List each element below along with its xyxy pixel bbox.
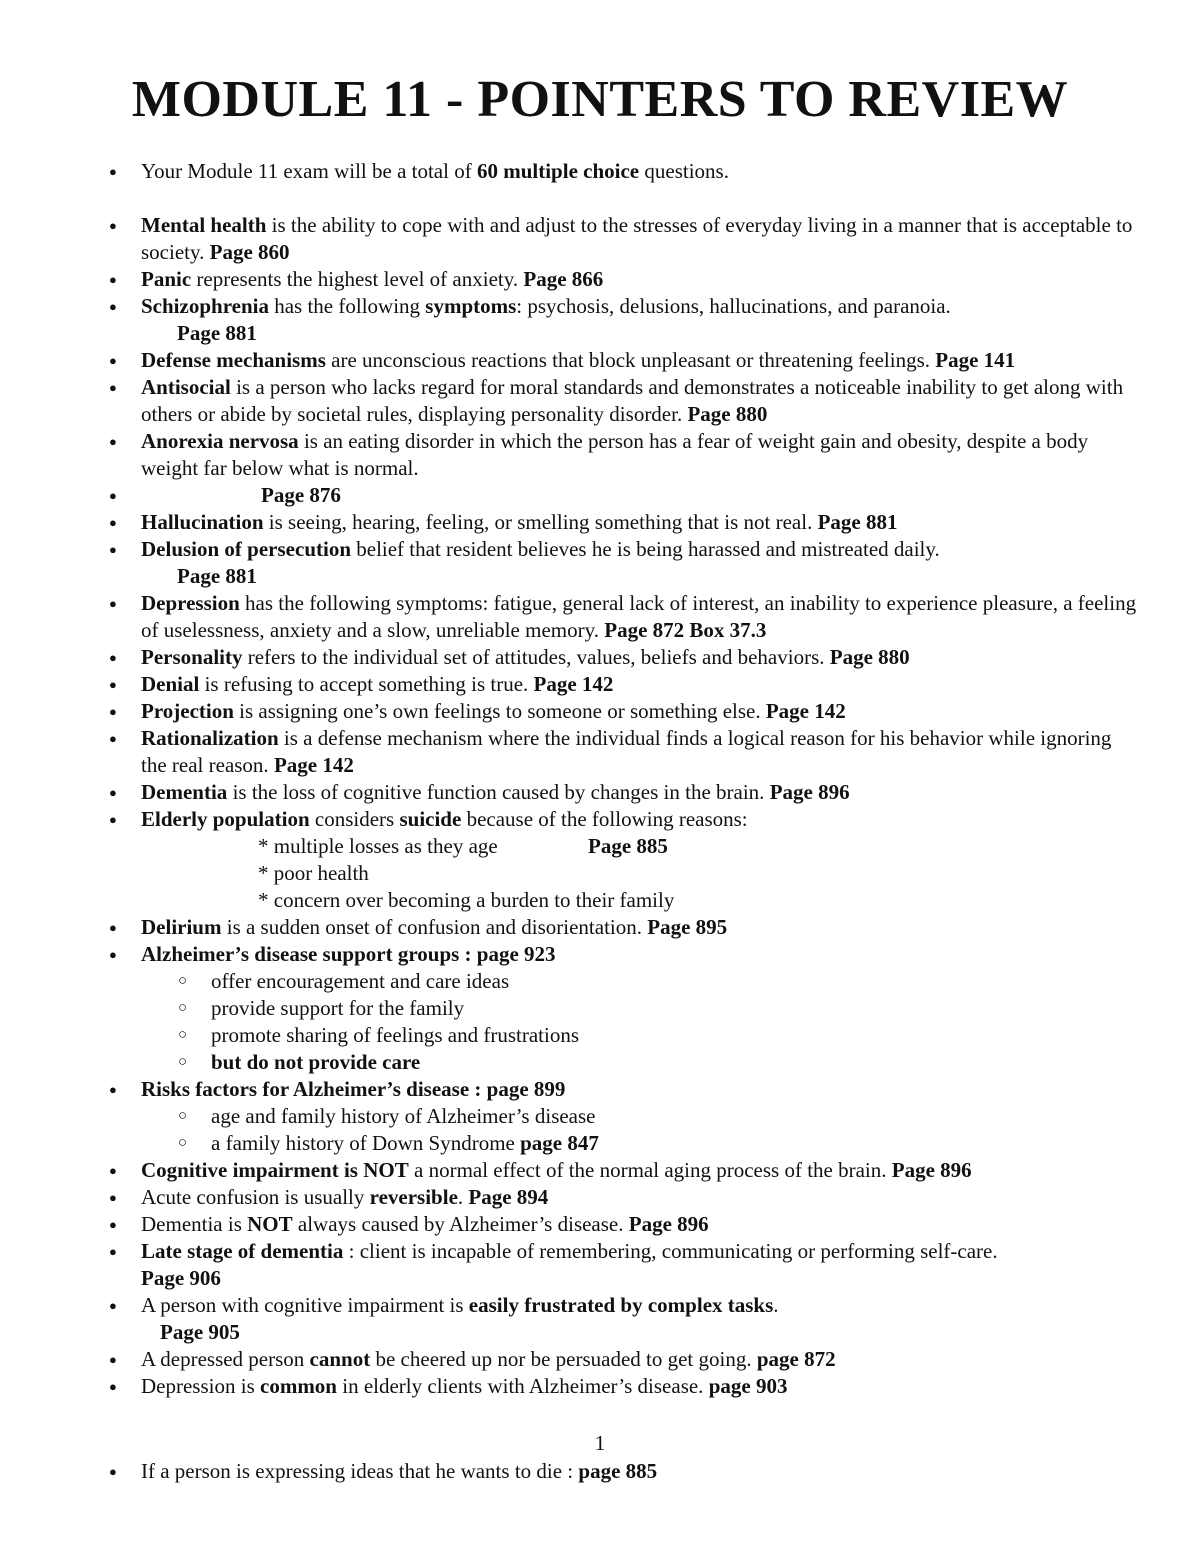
list-item-antisocial: ● Antisocial is a person who lacks regard for moral standards and demonstrates a noticeable inability to get along with others or abide by societal rules, displaying personality disorder. Page 880 [0,374,1200,428]
next-page-preview [0,1458,1200,1485]
list-item-rationalization: ● Rationalization is a defense mechanism where the individual finds a logical reason for his behavior while ignoring the real reason. Page 142 [0,725,1200,779]
list-item-anorexia: ● Anorexia nervosa is an eating disorder in which the person has a fear of weight gain and obesity, despite a body weight far below what is normal. [0,428,1200,482]
page-ref: Page 881 [177,564,257,588]
list-item-personality: ● Personality refers to the individual set of attitudes, values, beliefs and behaviors. Page 880 [0,644,1200,671]
list-item-schizophrenia: ● Schizophrenia has the following symptoms: psychosis, delusions, hallucinations, and paranoia. [0,293,1200,320]
list-item-cognitive: ● Cognitive impairment is NOT a normal effect of the normal aging process of the brain. Page 896 [0,1157,1200,1184]
list-item-common: ● Depression is common in elderly clients with Alzheimer’s disease. page 903 [0,1373,1200,1400]
sub-item: ○ age and family history of Alzheimer’s disease [0,1103,1200,1130]
page-ref: Page 905 [160,1320,240,1344]
list-item-cheered: ● A depressed person cannot be cheered up nor be persuaded to get going. page 872 [0,1346,1200,1373]
page-ref: Page 906 [141,1266,221,1290]
list-item-exam: ● Your Module 11 exam will be a total of 60 multiple choice questions. [0,158,1200,185]
list-item-frustrated: ● A person with cognitive impairment is easily frustrated by complex tasks. [0,1292,1200,1319]
list-item-delirium: ● Delirium is a sudden onset of confusion and disorientation. Page 895 [0,914,1200,941]
list-item-hallucination: ● Hallucination is seeing, hearing, feeling, or smelling something that is not real. Page 881 [0,509,1200,536]
list-item-risk-factors: ● Risks factors for Alzheimer’s disease : page 899 [0,1076,1200,1103]
page-number: 1 [594,1431,606,1455]
page-ref: Page 881 [177,321,257,345]
list-item-mental-health: ● Mental health is the ability to cope with and adjust to the stresses of everyday living in a manner that is acceptable to society. Page 860 [0,212,1200,266]
page-title: MODULE 11 - POINTERS TO REVIEW [131,71,1069,128]
sub-item: ○ a family history of Down Syndrome page 847 [0,1130,1200,1157]
reason-line: * concern over becoming a burden to their family [258,888,675,912]
pointer-list [0,158,1200,1400]
list-item-acute-confusion: ● Acute confusion is usually reversible. Page 894 [0,1184,1200,1211]
list-item-dementia: ● Dementia is the loss of cognitive function caused by changes in the brain. Page 896 [0,779,1200,806]
list-item-depression: ● Depression has the following symptoms: fatigue, general lack of interest, an inability to experience pleasure, a feeling of uselessness, anxiety and a slow, unreliable memory. Page 872 Box 37.3 [0,590,1200,644]
list-item-projection: ● Projection is assigning one’s own feelings to someone or something else. Page 142 [0,698,1200,725]
list-item-denial: ● Denial is refusing to accept something is true. Page 142 [0,671,1200,698]
list-item-anorexia-page: ● Page 876 [0,482,1200,509]
list-item-wants-to-die: ● If a person is expressing ideas that he wants to die : page 885 [0,1458,1200,1485]
sub-item: ○ but do not provide care [0,1049,1200,1076]
list-item-panic: ● Panic represents the highest level of anxiety. Page 866 [0,266,1200,293]
sub-item: ○ promote sharing of feelings and frustrations [0,1022,1200,1049]
list-item-delusion: ● Delusion of persecution belief that resident believes he is being harassed and mistreated daily. [0,536,1200,563]
list-item-elderly: ● Elderly population considers suicide because of the following reasons: [0,806,1200,833]
list-item-support-groups: ● Alzheimer’s disease support groups : page 923 [0,941,1200,968]
sub-item: ○ offer encouragement and care ideas [0,968,1200,995]
sub-item: ○ provide support for the family [0,995,1200,1022]
reason-line: * multiple losses as they age Page 885 [258,834,668,858]
list-item-defense: ● Defense mechanisms are unconscious reactions that block unpleasant or threatening feelings. Page 141 [0,347,1200,374]
reason-line: * poor health [258,861,369,885]
list-item-late-stage: ● Late stage of dementia : client is incapable of remembering, communicating or performing self-care. [0,1238,1200,1265]
list-item-dementia-not: ● Dementia is NOT always caused by Alzheimer’s disease. Page 896 [0,1211,1200,1238]
